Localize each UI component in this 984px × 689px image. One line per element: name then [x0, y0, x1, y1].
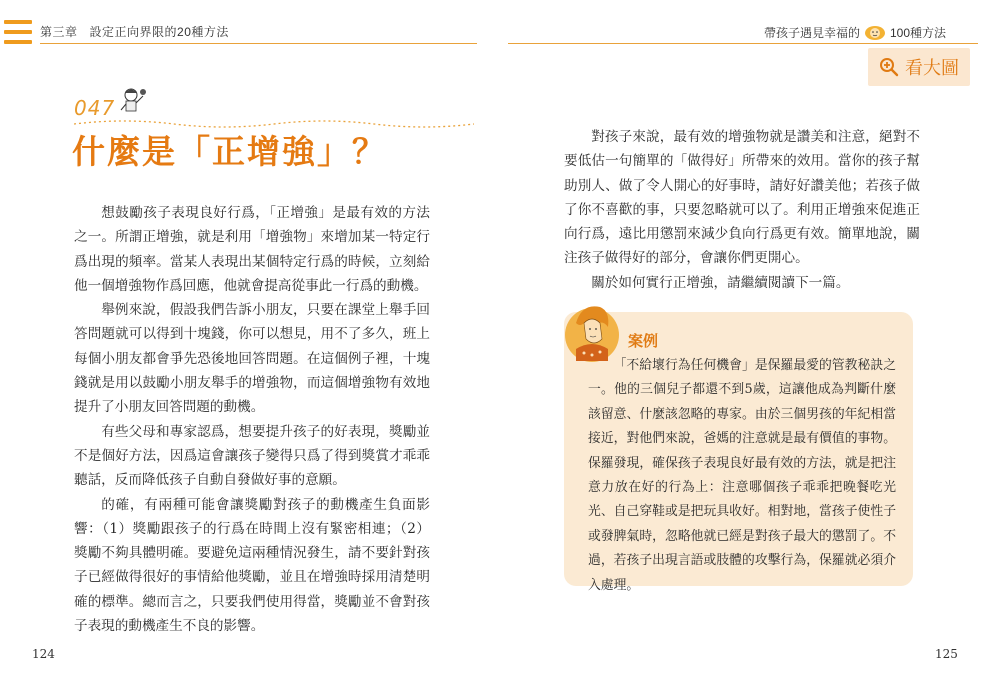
- paragraph: 舉例來說，假設我們告訴小朋友，只要在課堂上舉手回答問題就可以得到十塊錢，你可以想見，用不了多久，班上每個小朋友都會爭先恐後地回答問題。在這個例子裡，十塊錢就是用以鼓勵小朋友舉手的增強物，而這個增強物有效地提升了小朋友回答問題的動機。: [74, 302, 430, 416]
- chapter-number: 第三章: [40, 25, 78, 39]
- paragraph: 想鼓勵孩子表現良好行爲，「正增強」是最有效的方法之一。所謂正增強，就是利用「增強物」來增加某一特定行爲出現的頻率。當某人表現出某個特定行爲的時候，立刻給他一個增強物作爲回應，他就會提高從事此一行爲的動機。: [74, 205, 430, 294]
- chapter-title: 設定正向界限的20種方法: [89, 25, 229, 39]
- right-column: [564, 125, 920, 295]
- header-rule-right: [508, 43, 978, 44]
- book-logo-icon: [864, 23, 886, 41]
- paragraph: 關於如何實行正增強，請繼續閱讀下一篇。: [591, 274, 850, 291]
- view-large-button[interactable]: [868, 48, 970, 86]
- page-number-left: 124: [32, 647, 55, 661]
- book-title-part1: 帶孩子遇見幸福的: [763, 25, 860, 40]
- case-label: 案例: [628, 332, 659, 350]
- paragraph: 對孩子來說，最有效的增強物就是讚美和注意，絕對不要低估一句簡單的「做得好」所帶來的效用。當你的孩子幫助別人、做了令人開心的好事時，請好好讚美他；若孩子做了你不喜歡的事，只要忽略就可以了。利用正增強來促進正向行爲，遠比用懲罰來減少負向行爲更有效。簡單地說，關注孩子做得好的部分，會讓你們更開心。: [564, 129, 920, 267]
- header-rule-left: [40, 43, 477, 44]
- paragraph: 的確，有兩種可能會讓獎勵對孩子的動機產生負面影響：（1）獎勵跟孩子的行爲在時間上沒有緊密相連；（2）獎勵不夠具體明確。要避免這兩種情況發生，請不要針對孩子已經做得很好的事情給他獎勵，並且在增強時採用清楚明確的標準。總而言之，只要我們使用得當，獎勵並不會對孩子表現的動機產生不良的影響。: [74, 496, 430, 635]
- child-illustration-icon: [113, 86, 153, 116]
- menu-icon[interactable]: [4, 20, 32, 46]
- case-text: [588, 354, 896, 598]
- book-header: [764, 23, 946, 41]
- left-column: [74, 201, 430, 638]
- magnifier-plus-icon: [879, 57, 899, 77]
- section-title: 什麼是「正增強」？: [72, 132, 387, 171]
- section-number: 047: [74, 96, 116, 120]
- case-paragraph: 「不給壞行為任何機會」是保羅最愛的管教秘訣之一。他的三個兒子都還不到5歲，這讓他成為判斷什麼該留意、什麼該忽略的專家。由於三個男孩的年紀相當接近，對他們來說，爸媽的注意就是最有價值的事物。保羅發現，確保孩子表現良好最有效的方法，就是把注意力放在好的行為上：注意哪個孩子乖乖把晚餐吃光光、自己穿鞋或是把玩具收好。相對地，當孩子使性子或發脾氣時，忽略他就已經是對孩子最大的懲罰了。不過，若孩子出現言語或肢體的攻擊行為，保羅就必須介入處理。: [588, 358, 896, 593]
- book-title-part2: 100種方法: [889, 25, 946, 40]
- chapter-header: [40, 23, 229, 40]
- page-number-right: 125: [935, 647, 958, 661]
- view-large-label: 看大圖: [905, 58, 959, 79]
- paragraph: 有些父母和專家認爲，想要提升孩子的好表現，獎勵並不是個好方法，因爲這會讓孩子變得只爲了得到獎賞才乖乖聽話，反而降低孩子自動自發做好事的意願。: [74, 423, 430, 489]
